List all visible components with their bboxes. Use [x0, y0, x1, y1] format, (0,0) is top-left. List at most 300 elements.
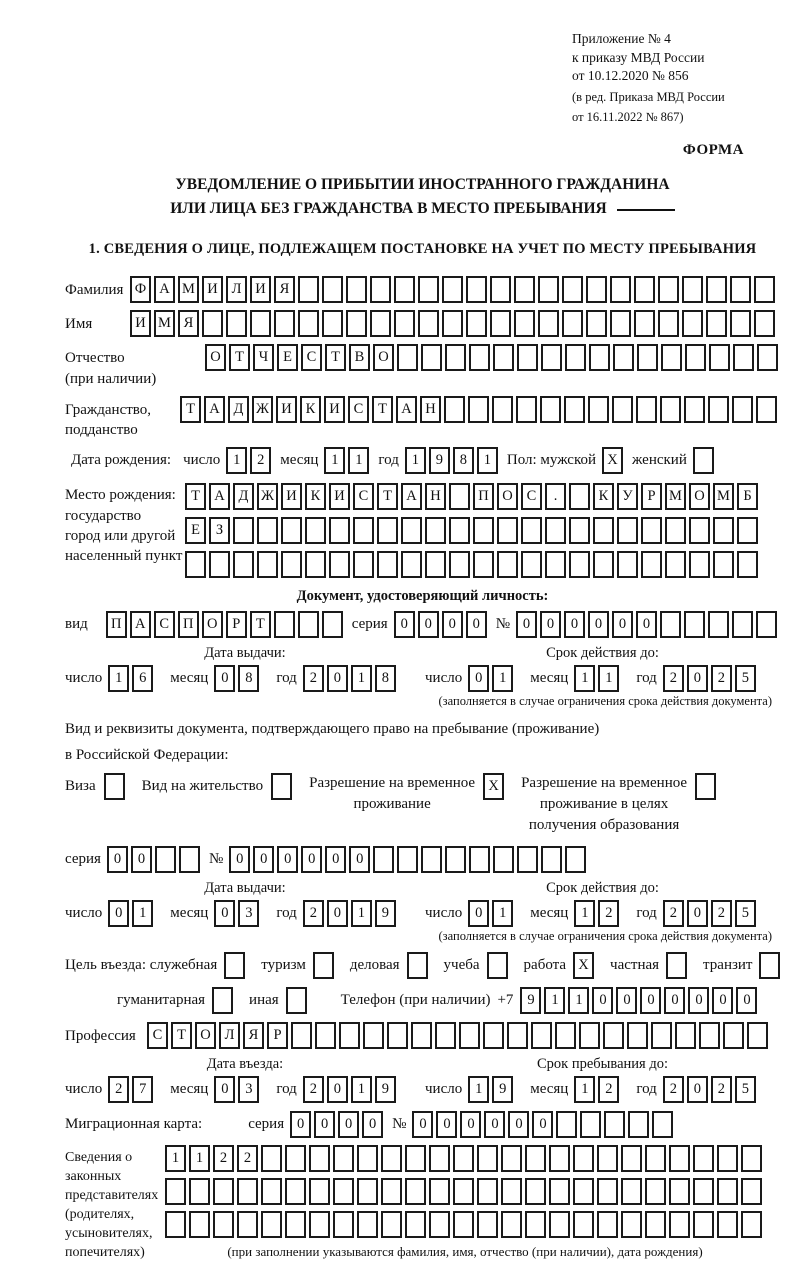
form-cell[interactable]	[418, 310, 439, 337]
form-cell[interactable]	[562, 310, 583, 337]
form-cell[interactable]	[233, 517, 254, 544]
form-cell[interactable]: А	[396, 396, 417, 423]
form-cell[interactable]	[387, 1022, 408, 1049]
form-cell[interactable]	[459, 1022, 480, 1049]
form-cell[interactable]: 1	[226, 447, 247, 474]
form-cell[interactable]	[621, 1178, 642, 1205]
form-cell[interactable]	[442, 310, 463, 337]
form-cell[interactable]: И	[281, 483, 302, 510]
form-cell[interactable]	[285, 1211, 306, 1238]
form-cell[interactable]	[573, 1145, 594, 1172]
form-cell[interactable]	[723, 1022, 744, 1049]
form-cell[interactable]	[580, 1111, 601, 1138]
form-cell[interactable]	[514, 276, 535, 303]
form-cell[interactable]	[603, 1022, 624, 1049]
form-cell[interactable]	[213, 1211, 234, 1238]
form-cell[interactable]	[516, 396, 537, 423]
form-cell[interactable]	[589, 344, 610, 371]
form-cell[interactable]	[555, 1022, 576, 1049]
form-cell[interactable]	[466, 310, 487, 337]
form-cell[interactable]	[597, 1211, 618, 1238]
form-cell[interactable]	[545, 517, 566, 544]
form-cell[interactable]	[445, 344, 466, 371]
form-cell[interactable]: 7	[132, 1076, 153, 1103]
form-cell[interactable]: О	[689, 483, 710, 510]
form-cell[interactable]	[713, 551, 734, 578]
form-cell[interactable]	[493, 846, 514, 873]
form-cell[interactable]: С	[353, 483, 374, 510]
form-cell[interactable]: Н	[425, 483, 446, 510]
form-cell[interactable]	[435, 1022, 456, 1049]
form-cell[interactable]	[684, 396, 705, 423]
form-cell[interactable]: С	[521, 483, 542, 510]
form-cell[interactable]	[421, 846, 442, 873]
form-cell[interactable]	[682, 276, 703, 303]
form-cell[interactable]	[449, 517, 470, 544]
form-cell[interactable]	[466, 276, 487, 303]
form-cell[interactable]: 0	[362, 1111, 383, 1138]
form-cell[interactable]: Д	[233, 483, 254, 510]
form-cell[interactable]	[322, 310, 343, 337]
form-cell[interactable]	[233, 551, 254, 578]
form-cell[interactable]	[165, 1178, 186, 1205]
form-cell[interactable]	[165, 1211, 186, 1238]
form-cell[interactable]: У	[617, 483, 638, 510]
form-cell[interactable]	[658, 310, 679, 337]
form-cell[interactable]	[741, 1211, 762, 1238]
form-cell[interactable]: И	[276, 396, 297, 423]
form-cell[interactable]	[669, 1145, 690, 1172]
form-cell[interactable]	[477, 1178, 498, 1205]
form-cell[interactable]	[525, 1211, 546, 1238]
form-cell[interactable]: В	[349, 344, 370, 371]
form-cell[interactable]	[665, 517, 686, 544]
form-cell[interactable]: 1	[324, 447, 345, 474]
form-cell[interactable]: 0	[484, 1111, 505, 1138]
form-cell[interactable]	[564, 396, 585, 423]
form-cell[interactable]: 1	[574, 665, 595, 692]
purpose-delovaya-checkbox[interactable]	[407, 952, 431, 979]
form-cell[interactable]	[322, 611, 343, 638]
form-cell[interactable]	[155, 846, 176, 873]
form-cell[interactable]: 0	[508, 1111, 529, 1138]
form-cell[interactable]	[333, 1211, 354, 1238]
form-cell[interactable]	[641, 551, 662, 578]
form-cell[interactable]	[449, 551, 470, 578]
form-cell[interactable]	[538, 310, 559, 337]
form-cell[interactable]: Р	[267, 1022, 288, 1049]
form-cell[interactable]: Ж	[252, 396, 273, 423]
form-cell[interactable]	[468, 396, 489, 423]
form-cell[interactable]: С	[301, 344, 322, 371]
form-cell[interactable]	[357, 1145, 378, 1172]
form-cell[interactable]	[693, 1145, 714, 1172]
form-cell[interactable]	[617, 551, 638, 578]
form-cell[interactable]: 1	[568, 987, 589, 1014]
form-cell[interactable]: 6	[132, 665, 153, 692]
form-cell[interactable]	[627, 1022, 648, 1049]
form-cell[interactable]: 0	[564, 611, 585, 638]
form-cell[interactable]	[709, 344, 730, 371]
form-cell[interactable]: 0	[442, 611, 463, 638]
form-cell[interactable]	[274, 611, 295, 638]
sex-male-checkbox[interactable]	[602, 447, 626, 474]
form-cell[interactable]	[497, 517, 518, 544]
form-cell[interactable]	[209, 551, 230, 578]
form-cell[interactable]: 0	[636, 611, 657, 638]
form-cell[interactable]: 2	[663, 900, 684, 927]
form-cell[interactable]	[493, 344, 514, 371]
form-cell[interactable]: А	[401, 483, 422, 510]
form-cell[interactable]: Т	[250, 611, 271, 638]
form-cell[interactable]: 1	[544, 987, 565, 1014]
form-cell[interactable]	[741, 1145, 762, 1172]
form-cell[interactable]	[381, 1211, 402, 1238]
form-cell[interactable]	[281, 551, 302, 578]
form-cell[interactable]: Л	[219, 1022, 240, 1049]
form-cell[interactable]	[565, 846, 586, 873]
form-cell[interactable]	[733, 344, 754, 371]
form-cell[interactable]	[732, 611, 753, 638]
form-cell[interactable]	[517, 344, 538, 371]
form-cell[interactable]	[224, 952, 245, 979]
form-cell[interactable]: Д	[228, 396, 249, 423]
form-cell[interactable]: 1	[351, 665, 372, 692]
form-cell[interactable]: 2	[213, 1145, 234, 1172]
form-cell[interactable]	[250, 310, 271, 337]
form-cell[interactable]	[517, 846, 538, 873]
form-cell[interactable]	[179, 846, 200, 873]
form-cell[interactable]	[212, 987, 233, 1014]
form-cell[interactable]	[569, 483, 590, 510]
form-cell[interactable]	[588, 396, 609, 423]
form-cell[interactable]: 2	[303, 1076, 324, 1103]
form-cell[interactable]	[693, 1178, 714, 1205]
form-cell[interactable]	[370, 276, 391, 303]
form-cell[interactable]	[628, 1111, 649, 1138]
form-cell[interactable]	[483, 1022, 504, 1049]
form-cell[interactable]	[189, 1178, 210, 1205]
form-cell[interactable]: 0	[107, 846, 128, 873]
form-cell[interactable]	[525, 1145, 546, 1172]
form-cell[interactable]	[708, 396, 729, 423]
form-cell[interactable]	[346, 276, 367, 303]
form-cell[interactable]: А	[209, 483, 230, 510]
form-cell[interactable]	[636, 396, 657, 423]
form-cell[interactable]: 2	[303, 900, 324, 927]
form-cell[interactable]	[411, 1022, 432, 1049]
form-cell[interactable]: 5	[735, 665, 756, 692]
form-cell[interactable]: 0	[460, 1111, 481, 1138]
form-cell[interactable]: 2	[237, 1145, 258, 1172]
purpose-sluzhebnaya-checkbox[interactable]	[224, 952, 248, 979]
form-cell[interactable]	[501, 1211, 522, 1238]
form-cell[interactable]	[271, 773, 292, 800]
form-cell[interactable]	[514, 310, 535, 337]
form-cell[interactable]	[660, 396, 681, 423]
form-cell[interactable]	[507, 1022, 528, 1049]
purpose-chastnaya-checkbox[interactable]	[666, 952, 690, 979]
form-cell[interactable]: А	[154, 276, 175, 303]
form-cell[interactable]: 2	[303, 665, 324, 692]
form-cell[interactable]	[501, 1145, 522, 1172]
form-cell[interactable]	[754, 276, 775, 303]
form-cell[interactable]	[429, 1145, 450, 1172]
form-cell[interactable]	[521, 517, 542, 544]
form-cell[interactable]: 0	[687, 900, 708, 927]
form-cell[interactable]	[353, 551, 374, 578]
form-cell[interactable]	[405, 1178, 426, 1205]
form-cell[interactable]: 1	[348, 447, 369, 474]
form-cell[interactable]	[381, 1178, 402, 1205]
form-cell[interactable]	[645, 1145, 666, 1172]
form-cell[interactable]	[189, 1211, 210, 1238]
form-cell[interactable]	[373, 846, 394, 873]
form-cell[interactable]	[684, 611, 705, 638]
form-cell[interactable]: Т	[185, 483, 206, 510]
form-cell[interactable]: 0	[468, 900, 489, 927]
form-cell[interactable]	[597, 1178, 618, 1205]
purpose-ucheba-checkbox[interactable]	[487, 952, 511, 979]
form-cell[interactable]	[732, 396, 753, 423]
form-cell[interactable]	[405, 1211, 426, 1238]
form-cell[interactable]	[473, 517, 494, 544]
form-cell[interactable]	[549, 1178, 570, 1205]
form-cell[interactable]: 0	[616, 987, 637, 1014]
form-cell[interactable]	[444, 396, 465, 423]
form-cell[interactable]: М	[178, 276, 199, 303]
form-cell[interactable]	[645, 1178, 666, 1205]
form-cell[interactable]: 0	[664, 987, 685, 1014]
form-cell[interactable]: С	[154, 611, 175, 638]
form-cell[interactable]: О	[202, 611, 223, 638]
purpose-turizm-checkbox[interactable]	[313, 952, 337, 979]
temp-residence-education-checkbox[interactable]	[695, 773, 719, 800]
form-cell[interactable]: 1	[108, 665, 129, 692]
form-cell[interactable]	[257, 551, 278, 578]
form-cell[interactable]	[637, 344, 658, 371]
form-cell[interactable]	[226, 310, 247, 337]
form-cell[interactable]	[666, 952, 687, 979]
form-cell[interactable]	[562, 276, 583, 303]
form-cell[interactable]: Т	[180, 396, 201, 423]
form-cell[interactable]: 8	[238, 665, 259, 692]
form-cell[interactable]: 8	[453, 447, 474, 474]
form-cell[interactable]	[617, 517, 638, 544]
form-cell[interactable]	[291, 1022, 312, 1049]
form-cell[interactable]: 0	[712, 987, 733, 1014]
form-cell[interactable]: 9	[375, 1076, 396, 1103]
form-cell[interactable]	[442, 276, 463, 303]
form-cell[interactable]	[685, 344, 706, 371]
form-cell[interactable]	[401, 517, 422, 544]
form-cell[interactable]: Я	[274, 276, 295, 303]
form-cell[interactable]	[593, 551, 614, 578]
form-cell[interactable]	[257, 517, 278, 544]
form-cell[interactable]	[597, 1145, 618, 1172]
form-cell[interactable]: М	[713, 483, 734, 510]
form-cell[interactable]: 2	[663, 665, 684, 692]
form-cell[interactable]: И	[324, 396, 345, 423]
sex-female-checkbox[interactable]	[693, 447, 717, 474]
form-cell[interactable]	[397, 846, 418, 873]
form-cell[interactable]	[309, 1145, 330, 1172]
form-cell[interactable]: 0	[314, 1111, 335, 1138]
form-cell[interactable]: Ч	[253, 344, 274, 371]
form-cell[interactable]: 0	[108, 900, 129, 927]
form-cell[interactable]: Т	[171, 1022, 192, 1049]
form-cell[interactable]: 0	[277, 846, 298, 873]
form-cell[interactable]: 1	[598, 665, 619, 692]
form-cell[interactable]: 0	[290, 1111, 311, 1138]
form-cell[interactable]: 1	[492, 900, 513, 927]
form-cell[interactable]: 0	[468, 665, 489, 692]
form-cell[interactable]: 0	[588, 611, 609, 638]
form-cell[interactable]: 0	[349, 846, 370, 873]
form-cell[interactable]: З	[209, 517, 230, 544]
form-cell[interactable]	[658, 276, 679, 303]
form-cell[interactable]	[531, 1022, 552, 1049]
form-cell[interactable]	[593, 517, 614, 544]
form-cell[interactable]: 0	[327, 1076, 348, 1103]
form-cell[interactable]: .	[545, 483, 566, 510]
form-cell[interactable]	[737, 517, 758, 544]
form-cell[interactable]	[377, 517, 398, 544]
temp-residence-checkbox[interactable]	[483, 773, 507, 800]
form-cell[interactable]: 0	[436, 1111, 457, 1138]
form-cell[interactable]	[185, 551, 206, 578]
form-cell[interactable]: 0	[412, 1111, 433, 1138]
form-cell[interactable]: 0	[214, 1076, 235, 1103]
form-cell[interactable]	[610, 276, 631, 303]
form-cell[interactable]: П	[106, 611, 127, 638]
form-cell[interactable]	[309, 1211, 330, 1238]
form-cell[interactable]	[285, 1145, 306, 1172]
form-cell[interactable]	[573, 1178, 594, 1205]
form-cell[interactable]	[541, 846, 562, 873]
form-cell[interactable]: 2	[711, 665, 732, 692]
form-cell[interactable]: X	[573, 952, 594, 979]
form-cell[interactable]: 0	[688, 987, 709, 1014]
form-cell[interactable]	[261, 1178, 282, 1205]
form-cell[interactable]	[706, 276, 727, 303]
purpose-gumanitarnaya-checkbox[interactable]	[212, 987, 236, 1014]
form-cell[interactable]	[497, 551, 518, 578]
form-cell[interactable]	[363, 1022, 384, 1049]
form-cell[interactable]	[407, 952, 428, 979]
residence-permit-checkbox[interactable]	[271, 773, 295, 800]
form-cell[interactable]: 5	[735, 900, 756, 927]
form-cell[interactable]	[313, 952, 334, 979]
form-cell[interactable]	[445, 846, 466, 873]
form-cell[interactable]: Р	[226, 611, 247, 638]
form-cell[interactable]	[747, 1022, 768, 1049]
form-cell[interactable]	[621, 1145, 642, 1172]
form-cell[interactable]	[329, 517, 350, 544]
form-cell[interactable]	[394, 310, 415, 337]
form-cell[interactable]: 9	[375, 900, 396, 927]
purpose-rabota-checkbox[interactable]	[573, 952, 597, 979]
form-cell[interactable]	[286, 987, 307, 1014]
form-cell[interactable]: 1	[492, 665, 513, 692]
form-cell[interactable]: 0	[394, 611, 415, 638]
form-cell[interactable]	[759, 952, 780, 979]
form-cell[interactable]	[645, 1211, 666, 1238]
form-cell[interactable]: 1	[351, 900, 372, 927]
form-cell[interactable]	[315, 1022, 336, 1049]
form-cell[interactable]	[613, 344, 634, 371]
form-cell[interactable]: С	[147, 1022, 168, 1049]
form-cell[interactable]	[309, 1178, 330, 1205]
form-cell[interactable]	[689, 517, 710, 544]
form-cell[interactable]	[689, 551, 710, 578]
form-cell[interactable]	[501, 1178, 522, 1205]
form-cell[interactable]: 1	[574, 1076, 595, 1103]
form-cell[interactable]: 0	[612, 611, 633, 638]
form-cell[interactable]	[717, 1211, 738, 1238]
form-cell[interactable]	[634, 310, 655, 337]
form-cell[interactable]: 0	[253, 846, 274, 873]
form-cell[interactable]: Я	[178, 310, 199, 337]
form-cell[interactable]	[706, 310, 727, 337]
form-cell[interactable]	[285, 1178, 306, 1205]
form-cell[interactable]	[346, 310, 367, 337]
form-cell[interactable]	[397, 344, 418, 371]
form-cell[interactable]: 2	[711, 900, 732, 927]
form-cell[interactable]: 2	[598, 1076, 619, 1103]
form-cell[interactable]	[693, 1211, 714, 1238]
form-cell[interactable]	[641, 517, 662, 544]
form-cell[interactable]	[261, 1145, 282, 1172]
form-cell[interactable]	[237, 1178, 258, 1205]
form-cell[interactable]	[737, 551, 758, 578]
form-cell[interactable]	[381, 1145, 402, 1172]
form-cell[interactable]	[549, 1211, 570, 1238]
form-cell[interactable]	[521, 551, 542, 578]
form-cell[interactable]	[202, 310, 223, 337]
form-cell[interactable]	[477, 1145, 498, 1172]
form-cell[interactable]	[353, 517, 374, 544]
form-cell[interactable]: Я	[243, 1022, 264, 1049]
form-cell[interactable]: 2	[663, 1076, 684, 1103]
form-cell[interactable]: 0	[532, 1111, 553, 1138]
form-cell[interactable]	[421, 344, 442, 371]
form-cell[interactable]: 0	[338, 1111, 359, 1138]
form-cell[interactable]	[477, 1211, 498, 1238]
form-cell[interactable]	[473, 551, 494, 578]
form-cell[interactable]	[429, 1178, 450, 1205]
form-cell[interactable]: 8	[375, 665, 396, 692]
form-cell[interactable]: Ф	[130, 276, 151, 303]
form-cell[interactable]	[418, 276, 439, 303]
form-cell[interactable]	[569, 551, 590, 578]
form-cell[interactable]	[565, 344, 586, 371]
form-cell[interactable]: 1	[165, 1145, 186, 1172]
form-cell[interactable]	[429, 1211, 450, 1238]
form-cell[interactable]	[730, 310, 751, 337]
form-cell[interactable]: К	[305, 483, 326, 510]
form-cell[interactable]: 0	[687, 1076, 708, 1103]
form-cell[interactable]: Т	[377, 483, 398, 510]
form-cell[interactable]	[586, 276, 607, 303]
form-cell[interactable]: 0	[640, 987, 661, 1014]
form-cell[interactable]: М	[665, 483, 686, 510]
form-cell[interactable]	[401, 551, 422, 578]
form-cell[interactable]: С	[348, 396, 369, 423]
form-cell[interactable]: 0	[466, 611, 487, 638]
form-cell[interactable]	[298, 276, 319, 303]
form-cell[interactable]: X	[483, 773, 504, 800]
